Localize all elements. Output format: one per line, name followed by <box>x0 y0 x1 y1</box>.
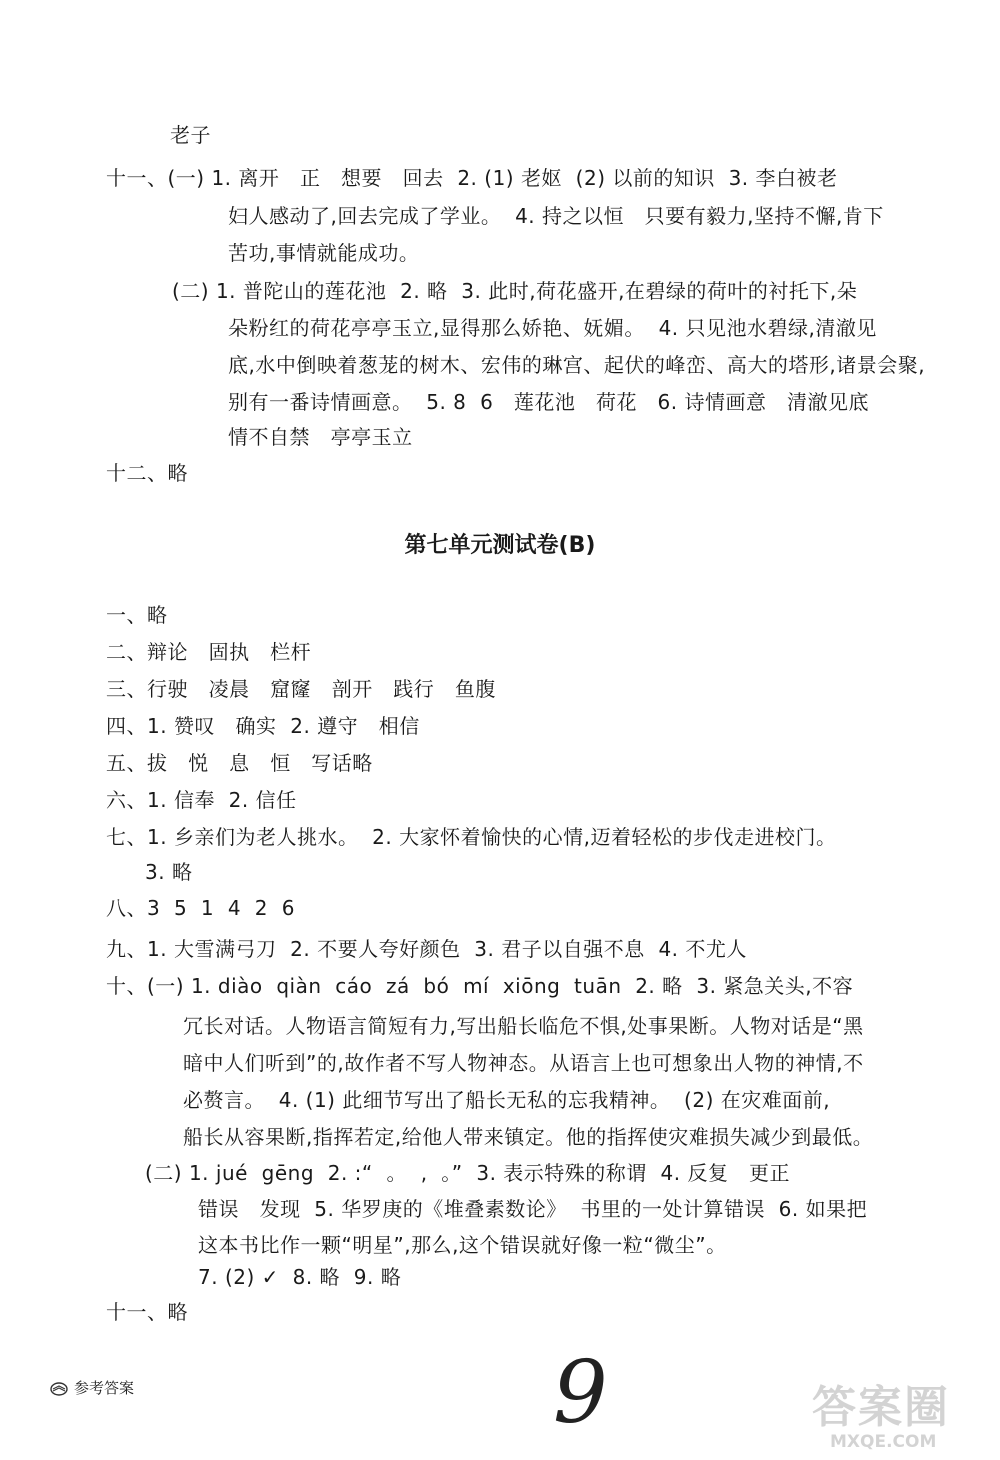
text-line: 别有一番诗情画意。 5. 8 6 莲花池 荷花 6. 诗情画意 清澈见底 <box>228 390 870 414</box>
text-line: 情不自禁 亭亭玉立 <box>228 425 413 449</box>
text-line: 六、1. 信奉 2. 信任 <box>106 788 297 812</box>
text-line: 十一、略 <box>106 1300 188 1324</box>
text-line: 这本书比作一颗“明星”,那么,这个错误就好像一粒“微尘”。 <box>198 1233 727 1257</box>
text-line: 错误 发现 5. 华罗庚的《堆叠素数论》 书里的一处计算错误 6. 如果把 <box>198 1197 868 1221</box>
text-line: 七、1. 乡亲们为老人挑水。 2. 大家怀着愉快的心情,迈着轻松的步伐走进校门。 <box>106 825 837 849</box>
text-line: 底,水中倒映着葱茏的树木、宏伟的琳宫、起伏的峰峦、高大的塔形,诸景会聚, <box>228 353 926 377</box>
footer <box>50 1378 134 1398</box>
text-line: 7. (2) ✓ 8. 略 9. 略 <box>198 1265 402 1289</box>
text-line: 妇人感动了,回去完成了学业。 4. 持之以恒 只要有毅力,坚持不懈,肯下 <box>228 204 884 228</box>
section-title: 第七单元测试卷(B) <box>404 533 596 558</box>
text-line: 二、辩论 固执 栏杆 <box>106 640 312 664</box>
text-line: 苦功,事情就能成功。 <box>228 241 420 265</box>
page-number: 9 <box>553 1343 608 1443</box>
text-line: 冗长对话。人物语言简短有力,写出船长临危不惧,处事果断。人物对话是“黑 <box>183 1014 864 1038</box>
book-icon <box>50 1382 68 1396</box>
text-line: 一、略 <box>106 603 168 627</box>
text-line: 三、行驶 凌晨 窟窿 剖开 践行 鱼腹 <box>106 677 496 701</box>
footer-label: 参考答案 <box>74 1379 135 1397</box>
text-line: 十二、略 <box>106 461 188 485</box>
text-line: (二) 1. jué gēng 2. :“ 。 , 。” 3. 表示特殊的称谓 4. 反复 更正 <box>145 1161 791 1185</box>
text-line: 十、(一) 1. diào qiàn cáo zá bó mí xiōng tuān 2. 略 3. 紧急关头,不容 <box>106 974 854 998</box>
text-line: 八、3 5 1 4 2 6 <box>106 896 295 920</box>
text-line: 3. 略 <box>145 860 193 884</box>
text-line: 四、1. 赞叹 确实 2. 遵守 相信 <box>106 714 420 738</box>
text-line: 九、1. 大雪满弓刀 2. 不要人夸好颜色 3. 君子以自强不息 4. 不尤人 <box>106 937 747 961</box>
text-line: 船长从容果断,指挥若定,给他人带来镇定。他的指挥使灾难损失减少到最低。 <box>183 1125 874 1149</box>
watermark <box>812 1384 997 1458</box>
watermark-logo: 答案圈 <box>812 1382 950 1433</box>
text-line: 老子 <box>170 123 211 147</box>
text-line: 朵粉红的荷花亭亭玉立,显得那么娇艳、妩媚。 4. 只见池水碧绿,清澈见 <box>228 316 877 340</box>
text-line: 必赘言。 4. (1) 此细节写出了船长无私的忘我精神。 (2) 在灾难面前, <box>183 1088 831 1112</box>
text-line: 五、拔 悦 息 恒 写话略 <box>106 751 373 775</box>
watermark-url: MXQE.COM <box>830 1432 937 1452</box>
text-line: 暗中人们听到”的,故作者不写人物神态。从语言上也可想象出人物的神情,不 <box>183 1051 864 1075</box>
text-line: 十一、(一) 1. 离开 正 想要 回去 2. (1) 老妪 (2) 以前的知识 3. 李白被老 <box>106 166 838 190</box>
text-line: (二) 1. 普陀山的莲花池 2. 略 3. 此时,荷花盛开,在碧绿的荷叶的衬托下,朵 <box>172 279 858 303</box>
